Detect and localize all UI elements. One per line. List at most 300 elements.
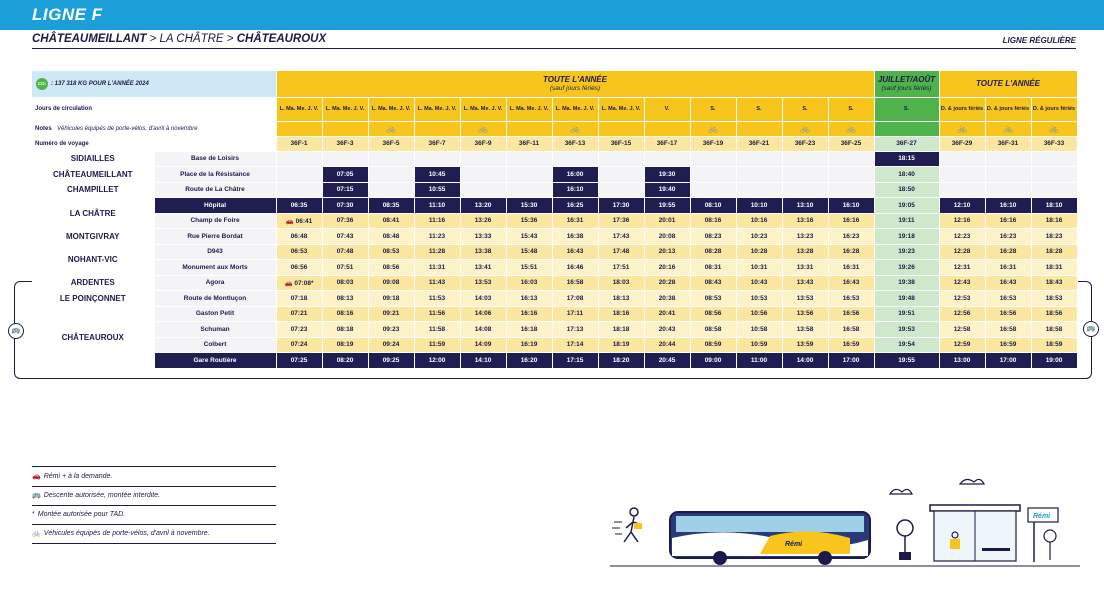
- stop-place: Rue Pierre Bordat: [154, 229, 276, 245]
- stop-town: CHÂTEAUMEILLANT: [32, 167, 154, 183]
- time-cell: 11:56: [414, 306, 460, 322]
- time-cell: 18:16: [598, 306, 644, 322]
- stop-town: NOHANT-VIC: [32, 244, 154, 275]
- time-cell: 19:00: [1031, 353, 1077, 369]
- days-cell: S.: [736, 97, 782, 121]
- time-cell: 16:31: [828, 260, 874, 276]
- days-cell: S.: [828, 97, 874, 121]
- time-cell: 16:59: [985, 337, 1031, 353]
- time-cell: 13:33: [460, 229, 506, 245]
- bike-icon: 🚲: [368, 121, 414, 136]
- stop-place: Agora: [154, 275, 276, 291]
- days-cell: D. & jours fériés: [1031, 97, 1077, 121]
- time-cell: 08:18: [322, 322, 368, 338]
- illustration: [610, 470, 1080, 590]
- time-cell: 07:51: [322, 260, 368, 276]
- time-cell: 19:05: [874, 198, 939, 214]
- time-cell: 18:13: [598, 291, 644, 307]
- stop-place: Gaston Petit: [154, 306, 276, 322]
- time-cell: 16:31: [552, 213, 598, 229]
- time-cell: 07:15: [322, 182, 368, 198]
- time-cell: [460, 151, 506, 167]
- days-cell: L. Ma. Me. J. V.: [276, 97, 322, 121]
- time-cell: 18:43: [1031, 275, 1077, 291]
- time-cell: 17:43: [598, 229, 644, 245]
- time-cell: 14:09: [460, 337, 506, 353]
- time-cell: 19:48: [874, 291, 939, 307]
- time-cell: 20:45: [644, 353, 690, 369]
- time-cell: 08:16: [690, 213, 736, 229]
- time-cell: 16:59: [828, 337, 874, 353]
- bus-icon-right: 🚌: [1083, 321, 1099, 337]
- time-cell: 17:36: [598, 213, 644, 229]
- time-cell: [828, 151, 874, 167]
- time-cell: 18:16: [1031, 213, 1077, 229]
- time-cell: 19:18: [874, 229, 939, 245]
- time-cell: 12:23: [939, 229, 985, 245]
- time-cell: 🚗 07:08*: [276, 275, 322, 291]
- time-cell: 16:10: [552, 182, 598, 198]
- time-cell: 16:20: [506, 353, 552, 369]
- time-cell: [690, 182, 736, 198]
- stop-town: ARDENTES: [32, 275, 154, 291]
- stop-place: Colbert: [154, 337, 276, 353]
- time-cell: 19:55: [644, 198, 690, 214]
- time-cell: 12:43: [939, 275, 985, 291]
- time-cell: 10:45: [414, 167, 460, 183]
- time-cell: 16:38: [552, 229, 598, 245]
- time-cell: 07:21: [276, 306, 322, 322]
- cloud-icon: [890, 479, 984, 494]
- legend-text: Descente autorisée, montée interdite.: [43, 492, 161, 499]
- trip-number: 36F-21: [736, 136, 782, 151]
- time-cell: [782, 182, 828, 198]
- time-cell: [322, 151, 368, 167]
- trip-number: 36F-25: [828, 136, 874, 151]
- time-cell: 16:13: [506, 291, 552, 307]
- route-sep-2: >: [223, 33, 237, 45]
- route-to: CHÂTEAUROUX: [236, 33, 327, 45]
- time-cell: 18:50: [874, 182, 939, 198]
- time-cell: 16:53: [985, 291, 1031, 307]
- route-sep-1: >: [146, 33, 160, 45]
- stop-town: MONTGIVRAY: [32, 229, 154, 245]
- time-cell: 08:53: [368, 244, 414, 260]
- time-cell: 07:36: [322, 213, 368, 229]
- time-cell: 07:23: [276, 322, 322, 338]
- stop-place: Route de Montluçon: [154, 291, 276, 307]
- time-cell: 07:05: [322, 167, 368, 183]
- time-cell: 09:23: [368, 322, 414, 338]
- time-cell: 18:28: [1031, 244, 1077, 260]
- trip-number: 36F-13: [552, 136, 598, 151]
- time-cell: 13:26: [460, 213, 506, 229]
- time-cell: 12:31: [939, 260, 985, 276]
- co2-cell: [32, 71, 276, 97]
- time-cell: [828, 182, 874, 198]
- time-cell: 07:18: [276, 291, 322, 307]
- days-cell: L. Ma. Me. J. V.: [368, 97, 414, 121]
- time-cell: 08:59: [690, 337, 736, 353]
- time-cell: 17:14: [552, 337, 598, 353]
- bike-icon: 🚲: [939, 121, 985, 136]
- time-cell: [1031, 182, 1077, 198]
- time-cell: 06:56: [276, 260, 322, 276]
- time-cell: [782, 167, 828, 183]
- time-cell: 19:40: [644, 182, 690, 198]
- legend-icon: 🚲: [32, 530, 41, 537]
- stop-logo-text: Rémi: [1033, 513, 1051, 520]
- legend-item: [32, 525, 276, 544]
- time-cell: 16:43: [985, 275, 1031, 291]
- stop-place: Gare Routière: [154, 353, 276, 369]
- time-cell: 13:43: [782, 275, 828, 291]
- time-cell: [276, 167, 322, 183]
- stop-town: LE POINÇONNET: [32, 291, 154, 307]
- time-cell: 11:43: [414, 275, 460, 291]
- time-cell: 08:58: [690, 322, 736, 338]
- time-cell: 11:53: [414, 291, 460, 307]
- time-cell: 16:00: [552, 167, 598, 183]
- time-cell: [506, 182, 552, 198]
- time-cell: 10:58: [736, 322, 782, 338]
- notes-cell: [322, 121, 368, 136]
- route-from: CHÂTEAUMEILLANT: [32, 33, 147, 45]
- bus-icon-left: 🚌: [8, 323, 24, 339]
- time-cell: 20:13: [644, 244, 690, 260]
- time-cell: 16:46: [552, 260, 598, 276]
- time-cell: 19:55: [874, 353, 939, 369]
- time-cell: 08:16: [322, 306, 368, 322]
- time-cell: [414, 151, 460, 167]
- time-cell: 🚗 06:41: [276, 213, 322, 229]
- time-cell: 08:35: [368, 198, 414, 214]
- time-cell: 18:23: [1031, 229, 1077, 245]
- legend-item: [32, 487, 276, 506]
- time-cell: 09:24: [368, 337, 414, 353]
- stop-place: Hôpital: [154, 198, 276, 214]
- period-label: TOUTE L'ANNÉE: [976, 79, 1040, 89]
- time-cell: 18:20: [598, 353, 644, 369]
- stop-place: Monument aux Morts: [154, 260, 276, 276]
- time-cell: 11:31: [414, 260, 460, 276]
- time-cell: 13:53: [782, 291, 828, 307]
- days-cell: S.: [874, 97, 939, 121]
- days-cell: L. Ma. Me. J. V.: [506, 97, 552, 121]
- time-cell: [368, 182, 414, 198]
- legend-icon: 🚌: [32, 492, 41, 499]
- time-cell: 19:54: [874, 337, 939, 353]
- time-cell: 07:43: [322, 229, 368, 245]
- time-cell: 16:53: [828, 291, 874, 307]
- time-cell: [1031, 151, 1077, 167]
- time-cell: 14:03: [460, 291, 506, 307]
- time-cell: 06:35: [276, 198, 322, 214]
- time-cell: 11:10: [414, 198, 460, 214]
- time-cell: 08:41: [368, 213, 414, 229]
- time-cell: 16:23: [985, 229, 1031, 245]
- time-cell: 16:43: [552, 244, 598, 260]
- time-cell: 09:00: [690, 353, 736, 369]
- time-cell: 10:16: [736, 213, 782, 229]
- time-cell: [552, 151, 598, 167]
- time-cell: 16:10: [828, 198, 874, 214]
- time-cell: [736, 167, 782, 183]
- time-cell: 08:23: [690, 229, 736, 245]
- time-cell: 16:16: [828, 213, 874, 229]
- time-cell: [598, 182, 644, 198]
- time-cell: 13:16: [782, 213, 828, 229]
- header-bar: [0, 0, 1104, 30]
- time-cell: 15:51: [506, 260, 552, 276]
- period-label: JUILLET/AOÛT: [877, 74, 936, 84]
- notes-cell: [506, 121, 552, 136]
- time-cell: 12:16: [939, 213, 985, 229]
- time-cell: 13:28: [782, 244, 828, 260]
- time-cell: 20:01: [644, 213, 690, 229]
- trip-number: 36F-5: [368, 136, 414, 151]
- days-cell: L. Ma. Me. J. V.: [322, 97, 368, 121]
- trip-number: 36F-29: [939, 136, 985, 151]
- stop-place: Place de la Résistance: [154, 167, 276, 183]
- notes-cell: [874, 121, 939, 136]
- time-cell: 10:55: [414, 182, 460, 198]
- time-cell: 12:00: [414, 353, 460, 369]
- time-cell: 08:56: [368, 260, 414, 276]
- time-cell: [276, 182, 322, 198]
- stop-town: CHÂTEAUROUX: [32, 306, 154, 368]
- trip-number: 36F-7: [414, 136, 460, 151]
- time-cell: 06:48: [276, 229, 322, 245]
- time-cell: 12:56: [939, 306, 985, 322]
- days-cell: L. Ma. Me. J. V.: [598, 97, 644, 121]
- time-cell: 19:30: [644, 167, 690, 183]
- time-cell: 08:28: [690, 244, 736, 260]
- bus-shelter-icon: [930, 505, 1020, 561]
- co2-badge-icon: CO₂: [36, 78, 48, 90]
- time-cell: 12:53: [939, 291, 985, 307]
- time-cell: 14:10: [460, 353, 506, 369]
- time-cell: 19:26: [874, 260, 939, 276]
- timetable: [32, 71, 1078, 369]
- time-cell: 13:23: [782, 229, 828, 245]
- days-cell: S.: [690, 97, 736, 121]
- time-cell: [368, 151, 414, 167]
- time-cell: 18:56: [1031, 306, 1077, 322]
- legend-text: Rémi + à la demande.: [43, 473, 113, 480]
- trip-number: 36F-31: [985, 136, 1031, 151]
- time-cell: 09:18: [368, 291, 414, 307]
- period-sublabel: (sauf jours fériés): [549, 84, 601, 92]
- stop-place: Champ de Foire: [154, 213, 276, 229]
- time-cell: 18:31: [1031, 260, 1077, 276]
- period-header: [276, 71, 874, 97]
- time-cell: [939, 182, 985, 198]
- time-cell: 10:43: [736, 275, 782, 291]
- time-cell: 19:23: [874, 244, 939, 260]
- legend-rule: [32, 466, 276, 467]
- bike-icon: 🚲: [552, 121, 598, 136]
- time-cell: 16:23: [828, 229, 874, 245]
- time-cell: 17:51: [598, 260, 644, 276]
- time-cell: [460, 167, 506, 183]
- time-cell: 13:53: [460, 275, 506, 291]
- time-cell: 15:30: [506, 198, 552, 214]
- time-cell: [736, 151, 782, 167]
- time-cell: 08:20: [322, 353, 368, 369]
- time-cell: 08:56: [690, 306, 736, 322]
- time-cell: [1031, 167, 1077, 183]
- time-cell: 08:13: [322, 291, 368, 307]
- time-cell: 20:44: [644, 337, 690, 353]
- time-cell: 14:00: [782, 353, 828, 369]
- days-cell: V.: [644, 97, 690, 121]
- time-cell: 16:58: [985, 322, 1031, 338]
- time-cell: [985, 151, 1031, 167]
- time-cell: 18:15: [874, 151, 939, 167]
- days-cell: L. Ma. Me. J. V.: [460, 97, 506, 121]
- time-cell: 17:00: [828, 353, 874, 369]
- time-cell: 20:08: [644, 229, 690, 245]
- time-cell: 08:19: [322, 337, 368, 353]
- days-cell: D. & jours fériés: [985, 97, 1031, 121]
- time-cell: 07:30: [322, 198, 368, 214]
- time-cell: 17:11: [552, 306, 598, 322]
- time-cell: 18:19: [598, 337, 644, 353]
- time-cell: 15:48: [506, 244, 552, 260]
- time-cell: 19:53: [874, 322, 939, 338]
- time-cell: 16:03: [506, 275, 552, 291]
- time-cell: 20:43: [644, 322, 690, 338]
- time-cell: 11:23: [414, 229, 460, 245]
- stop-place: Route de La Châtre: [154, 182, 276, 198]
- time-cell: 15:36: [506, 213, 552, 229]
- time-cell: 16:58: [828, 322, 874, 338]
- time-cell: 16:16: [506, 306, 552, 322]
- route-title: [32, 33, 326, 45]
- time-cell: [368, 167, 414, 183]
- time-cell: [460, 182, 506, 198]
- time-cell: [506, 167, 552, 183]
- time-cell: [276, 151, 322, 167]
- notes-cell: [644, 121, 690, 136]
- notes-cell: [414, 121, 460, 136]
- time-cell: 09:08: [368, 275, 414, 291]
- trip-number: 36F-19: [690, 136, 736, 151]
- trip-number: 36F-3: [322, 136, 368, 151]
- time-cell: 14:08: [460, 322, 506, 338]
- trip-number: 36F-11: [506, 136, 552, 151]
- time-cell: [598, 151, 644, 167]
- time-cell: 09:21: [368, 306, 414, 322]
- tree-icon: [897, 520, 913, 560]
- time-cell: 08:48: [368, 229, 414, 245]
- time-cell: 12:10: [939, 198, 985, 214]
- time-cell: 11:00: [736, 353, 782, 369]
- time-cell: [506, 151, 552, 167]
- line-title: LIGNE F: [32, 5, 103, 24]
- legend-text: Montée autorisée pour TAD.: [37, 511, 126, 518]
- time-cell: 13:20: [460, 198, 506, 214]
- time-cell: 06:53: [276, 244, 322, 260]
- co2-text: : 137 318 KG POUR L'ANNÉE 2024: [51, 80, 149, 87]
- period-label: TOUTE L'ANNÉE: [543, 74, 607, 84]
- bike-icon: 🚲: [1031, 121, 1077, 136]
- time-cell: 18:10: [1031, 198, 1077, 214]
- time-cell: 20:41: [644, 306, 690, 322]
- time-cell: 18:53: [1031, 291, 1077, 307]
- time-cell: 13:41: [460, 260, 506, 276]
- time-cell: 18:59: [1031, 337, 1077, 353]
- time-cell: 13:56: [782, 306, 828, 322]
- time-cell: 16:28: [828, 244, 874, 260]
- header-rule: [32, 48, 1076, 49]
- time-cell: 10:23: [736, 229, 782, 245]
- time-cell: 12:59: [939, 337, 985, 353]
- time-cell: 11:28: [414, 244, 460, 260]
- stop-place: Base de Loisirs: [154, 151, 276, 167]
- time-cell: [644, 151, 690, 167]
- notes-cell: [32, 121, 276, 136]
- time-cell: 17:15: [552, 353, 598, 369]
- time-cell: [782, 151, 828, 167]
- time-cell: 18:58: [1031, 322, 1077, 338]
- stop-sign-icon: [1028, 508, 1058, 562]
- notes-cell: [276, 121, 322, 136]
- time-cell: 20:16: [644, 260, 690, 276]
- legend-icon: 🚗: [32, 473, 41, 480]
- time-cell: 10:10: [736, 198, 782, 214]
- legend-icon: *: [32, 511, 35, 518]
- notes-cell: [598, 121, 644, 136]
- time-cell: 16:58: [552, 275, 598, 291]
- time-cell: 09:25: [368, 353, 414, 369]
- bike-icon: 🚲: [782, 121, 828, 136]
- route-via: LA CHÂTRE: [159, 33, 224, 45]
- time-cell: [828, 167, 874, 183]
- bike-icon: 🚲: [985, 121, 1031, 136]
- time-cell: 19:51: [874, 306, 939, 322]
- time-cell: [598, 167, 644, 183]
- trip-number: 36F-9: [460, 136, 506, 151]
- time-cell: [736, 182, 782, 198]
- walking-person-icon: [612, 508, 642, 542]
- time-cell: 16:19: [506, 337, 552, 353]
- time-cell: 16:18: [506, 322, 552, 338]
- bike-icon: 🚲: [690, 121, 736, 136]
- time-cell: 18:40: [874, 167, 939, 183]
- time-cell: 11:58: [414, 322, 460, 338]
- time-cell: 13:10: [782, 198, 828, 214]
- time-cell: 19:11: [874, 213, 939, 229]
- time-cell: 08:43: [690, 275, 736, 291]
- time-cell: 10:59: [736, 337, 782, 353]
- time-cell: [939, 167, 985, 183]
- trip-number: 36F-33: [1031, 136, 1077, 151]
- time-cell: 16:31: [985, 260, 1031, 276]
- time-cell: [690, 167, 736, 183]
- time-cell: [985, 167, 1031, 183]
- time-cell: 16:25: [552, 198, 598, 214]
- time-cell: 13:31: [782, 260, 828, 276]
- time-cell: 13:38: [460, 244, 506, 260]
- time-cell: 17:08: [552, 291, 598, 307]
- time-cell: 18:18: [598, 322, 644, 338]
- legend-item: [32, 468, 276, 487]
- time-cell: 07:48: [322, 244, 368, 260]
- stop-town: LA CHÂTRE: [32, 198, 154, 229]
- time-cell: 10:28: [736, 244, 782, 260]
